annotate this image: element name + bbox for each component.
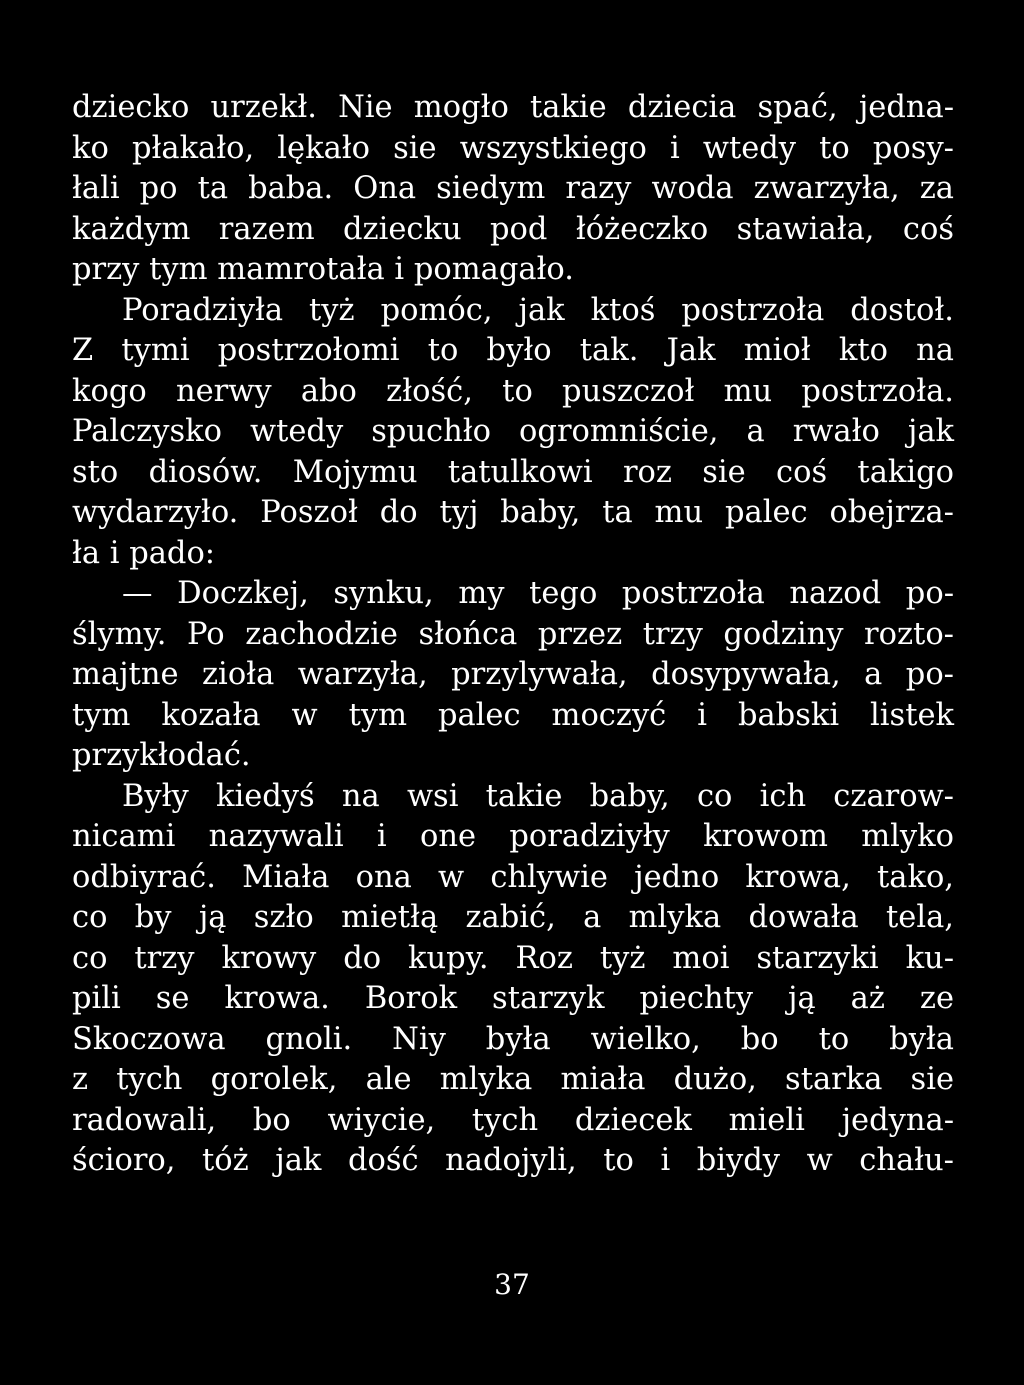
text-line: nicami nazywali i one poradziyły krowom mlyko <box>72 819 954 854</box>
text-line: przy tym mamrotała i pomagało. <box>72 252 574 287</box>
page-number: 37 <box>494 1268 530 1301</box>
text-line: Palczysko wtedy spuchło ogromniście, a rwało jak <box>72 414 954 449</box>
text-line: Skoczowa gnoli. Niy była wielko, bo to była <box>72 1021 954 1057</box>
text-line: majtne zioła warzyła, przylywała, dosypywała, a po- <box>72 657 954 692</box>
text-line: kogo nerwy abo złość, to puszczoł mu postrzoła. <box>72 373 954 409</box>
text-line: co by ją szło mietłą zabić, a mlyka dowała tela, <box>72 900 954 935</box>
text-line: każdym razem dziecku pod łóżeczko stawiała, coś <box>72 211 954 247</box>
text-line: radowali, bo wiycie, tych dziecek mieli jedyna- <box>72 1102 954 1138</box>
text-line: z tych gorolek, ale mlyka miała dużo, starka sie <box>72 1062 954 1097</box>
text-line: ślymy. Po zachodzie słońca przez trzy godziny rozto- <box>72 616 954 652</box>
text-line: Były kiedyś na wsi takie baby, co ich czarow- <box>122 778 954 814</box>
text-line: Z tymi postrzołomi to było tak. Jak mioł kto na <box>72 333 954 368</box>
text-line: dziecko urzekł. Nie mogło takie dziecia spać, jedna- <box>72 90 954 125</box>
text-line: pili se krowa. Borok starzyk piechty ją aż ze <box>72 981 954 1016</box>
text-line: ła i pado: <box>72 535 216 571</box>
text-line: łali po ta baba. Ona siedym razy woda zwarzyła, za <box>72 171 954 206</box>
text-line: ścioro, tóż jak dość nadojyli, to i biydy w chału- <box>72 1143 954 1178</box>
text-line: ko płakało, lękało sie wszystkiego i wtedy to posy- <box>72 130 954 166</box>
text-line: tym kozała w tym palec moczyć i babski listek <box>72 697 954 733</box>
text-line: Poradziyła tyż pomóc, jak ktoś postrzoła dostoł. <box>122 292 954 328</box>
text-line: wydarzyło. Poszoł do tyj baby, ta mu palec obejrza- <box>72 495 954 530</box>
text-line: przykłodać. <box>72 738 251 773</box>
text-line: co trzy krowy do kupy. Roz tyż moi starzyki ku- <box>72 940 954 976</box>
text-line: sto diosów. Mojymu tatulkowi roz sie coś takigo <box>72 454 954 490</box>
text-line: odbiyrać. Miała ona w chlywie jedno krowa, tako, <box>72 859 954 895</box>
text-line: — Doczkej, synku, my tego postrzoła nazod po- <box>122 576 954 611</box>
body-text <box>72 88 954 1182</box>
